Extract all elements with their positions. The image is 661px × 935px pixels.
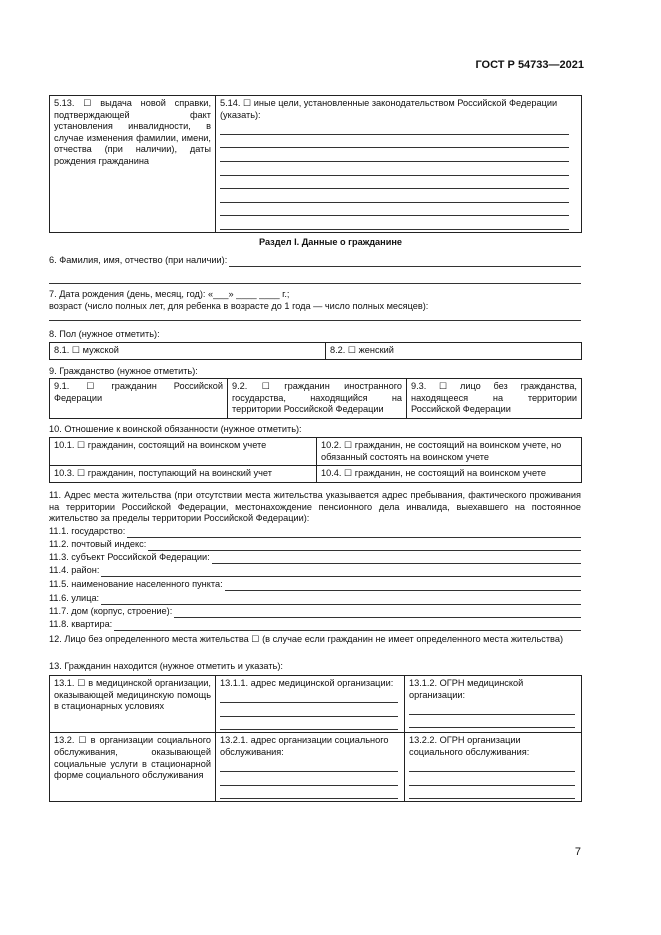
- field-11-2[interactable]: [49, 539, 581, 551]
- field-11-4-label: 11.4. район:: [49, 565, 100, 575]
- other-purpose-lines[interactable]: [220, 121, 571, 230]
- field-11-8[interactable]: [49, 619, 581, 631]
- field-11-6[interactable]: [49, 593, 581, 605]
- cell-13-2-1-label: 13.2.1. адрес организации социального обслуживания:: [220, 735, 389, 757]
- field-13-label: 13. Гражданин находится (нужное отметить и указать):: [49, 661, 283, 671]
- social-ogrn-lines[interactable]: [409, 759, 577, 800]
- cell-13-1-1[interactable]: [216, 676, 405, 733]
- cell-13-2-2[interactable]: [405, 733, 582, 802]
- field-11-7[interactable]: [49, 606, 581, 618]
- cell-13-1-2-label: 13.1.2. ОГРН медицинской организации:: [409, 678, 524, 700]
- option-10-3[interactable]: 10.3. ☐ гражданин, поступающий на воинский учет: [50, 466, 317, 483]
- option-9-3[interactable]: 9.3. ☐ лицо без гражданства, находящееся на территории Российской Федерации: [407, 379, 582, 419]
- field-10-label: 10. Отношение к воинской обязанности (нужное отметить):: [49, 424, 302, 434]
- option-13-1[interactable]: 13.1. ☐ в медицинской организации, оказывающей медицинскую помощь в стационарных условиях: [50, 676, 216, 733]
- option-9-2[interactable]: 9.2. ☐ гражданин иностранного государства, находящийся на территории Российской Федерации: [228, 379, 407, 419]
- option-10-2[interactable]: 10.2. ☐ гражданин, не состоящий на воинском учете, но обязанный состоять на воинском учете: [317, 438, 582, 466]
- cell-13-2-2-label: 13.2.2. ОГРН организации социального обслуживания:: [409, 735, 530, 757]
- option-9-1[interactable]: 9.1. ☐ гражданин Российской Федерации: [50, 379, 228, 419]
- field-7-age: возраст (число полных лет, для ребенка в возрасте до 1 года — число полных месяцев):: [49, 301, 429, 311]
- purpose-table: [49, 95, 582, 233]
- field-11-7-label: 11.7. дом (корпус, строение):: [49, 606, 173, 616]
- option-13-2[interactable]: 13.2. ☐ в организации социального обслуживания, оказывающей социальные услуги в стационарной форме социального обслуживания: [50, 733, 216, 802]
- field-11-label: 11. Адрес места жительства (при отсутствии места жительства указывается адрес пребывания, фактического проживания на территории Российской Федерации, местонахождение пенсионного дела инвалида, выехавшего на постоянное жительство за пределы территории Российской Федерации):: [49, 490, 581, 524]
- field-7-age-line[interactable]: [49, 307, 581, 321]
- field-11-5-label: 11.5. наименование населенного пункта:: [49, 579, 223, 589]
- field-6-full-name[interactable]: [49, 255, 581, 267]
- field-8-label: 8. Пол (нужное отметить):: [49, 329, 160, 339]
- option-8-2-female[interactable]: 8.2. ☐ женский: [326, 343, 582, 360]
- field-11-6-label: 11.6. улица:: [49, 593, 100, 603]
- social-address-lines[interactable]: [220, 759, 400, 800]
- option-10-1[interactable]: 10.1. ☐ гражданин, состоящий на воинском учете: [50, 438, 317, 466]
- field-11-2-label: 11.2. почтовый индекс:: [49, 539, 147, 549]
- document-header: ГОСТ Р 54733—2021: [475, 59, 584, 71]
- field-12-homeless[interactable]: 12. Лицо без определенного места жительства ☐ (в случае если гражданин не имеет определенного места жительства): [49, 634, 563, 644]
- medical-address-lines[interactable]: [220, 690, 400, 731]
- field-11-4[interactable]: [49, 565, 581, 577]
- field-11-8-label: 11.8. квартира:: [49, 619, 113, 629]
- military-table: [49, 437, 582, 483]
- option-8-1-male[interactable]: 8.1. ☐ мужской: [50, 343, 326, 360]
- field-9-label: 9. Гражданство (нужное отметить):: [49, 366, 198, 376]
- cell-5-13[interactable]: 5.13. ☐ выдача новой справки, подтверждающей факт установления инвалидности, в случае изменения фамилии, имени, отчества (при наличии), даты рождения гражданина: [50, 96, 216, 233]
- field-7-birth-date[interactable]: 7. Дата рождения (день, месяц, год): «___» ____ ____ г.;: [49, 289, 290, 299]
- page-number: 7: [574, 846, 581, 858]
- section-title: Раздел I. Данные о гражданине: [258, 237, 403, 247]
- cell-13-1-1-label: 13.1.1. адрес медицинской организации:: [220, 678, 394, 688]
- field-11-3[interactable]: [49, 552, 581, 564]
- field-6-line-2[interactable]: [49, 270, 581, 284]
- field-11-3-label: 11.3. субъект Российской Федерации:: [49, 552, 210, 562]
- medical-ogrn-lines[interactable]: [409, 701, 577, 728]
- field-6-label: 6. Фамилия, имя, отчество (при наличии):: [49, 255, 228, 265]
- field-11-1[interactable]: [49, 526, 581, 538]
- option-10-4[interactable]: 10.4. ☐ гражданин, не состоящий на воинском учете: [317, 466, 582, 483]
- citizenship-table: [49, 378, 582, 419]
- location-table: [49, 675, 582, 802]
- cell-13-1-2[interactable]: [405, 676, 582, 733]
- cell-5-14[interactable]: [216, 96, 582, 233]
- cell-13-2-1[interactable]: [216, 733, 405, 802]
- gender-table: [49, 342, 582, 360]
- field-11-1-label: 11.1. государство:: [49, 526, 126, 536]
- cell-5-14-label: 5.14. ☐ иные цели, установленные законодательством Российской Федерации (указать):: [220, 98, 558, 120]
- field-11-5[interactable]: [49, 579, 581, 591]
